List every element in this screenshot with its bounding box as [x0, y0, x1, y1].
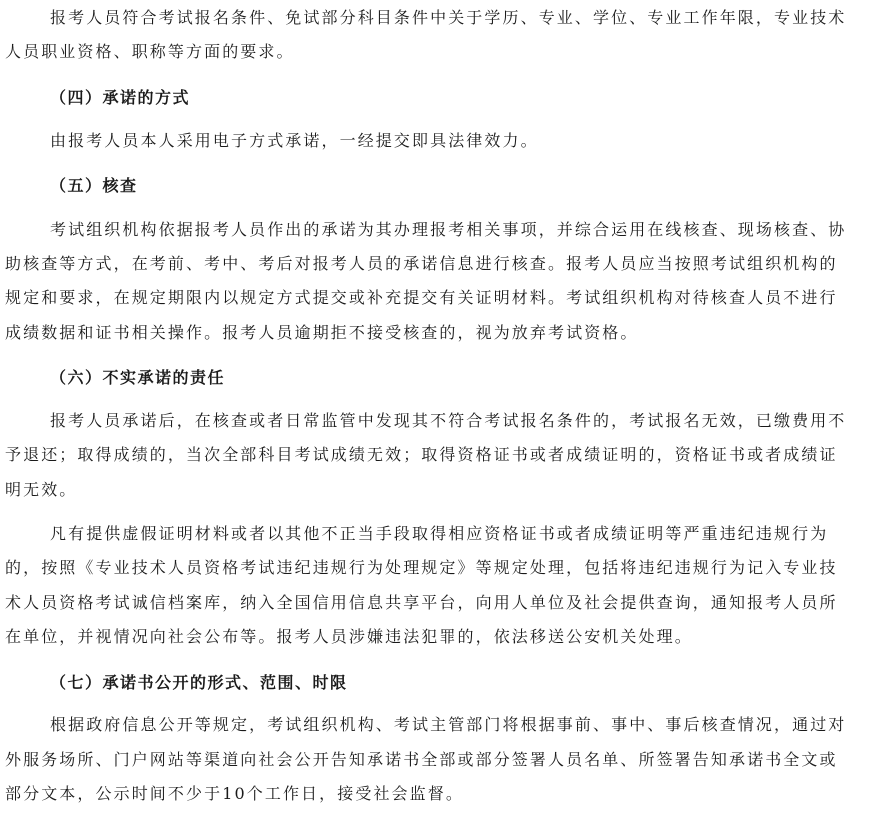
- paragraph-false-promise-b-line-3: 术人员资格考试诚信档案库，纳入全国信用信息共享平台，向用人单位及社会提供查询，通知报考人员所: [5, 593, 838, 612]
- paragraph-false-promise-b-line-2: 的，按照《专业技术人员资格考试违纪违规行为处理规定》等规定处理，包括将违纪违规行为记入专业技: [5, 558, 838, 577]
- paragraph-qualification-line-2: 人员职业资格、职称等方面的要求。: [5, 42, 295, 61]
- paragraph-qualification-line-1: 报考人员符合考试报名条件、免试部分科目条件中关于学历、专业、学位、专业工作年限，专业技术: [50, 8, 847, 27]
- paragraph-false-promise-a-line-2: 予退还；取得成绩的，当次全部科目考试成绩无效；取得资格证书或者成绩证明的，资格证书或者成绩证: [5, 445, 838, 464]
- paragraph-verification-line-1: 考试组织机构依据报考人员作出的承诺为其办理报考相关事项，并综合运用在线核查、现场核查、协: [50, 220, 847, 239]
- paragraph-verification-line-3: 规定和要求，在规定期限内以规定方式提交或补充提交有关证明材料。考试组织机构对待核查人员不进行: [5, 288, 838, 307]
- paragraph-disclosure-line-3: 部分文本，公示时间不少于10个工作日，接受社会监督。: [5, 784, 464, 803]
- paragraph-false-promise-b-line-1: 凡有提供虚假证明材料或者以其他不正当手段取得相应资格证书或者成绩证明等严重违纪违规行为: [50, 524, 829, 543]
- paragraph-disclosure-line-2: 外服务场所、门户网站等渠道向社会公开告知承诺书全部或部分签署人员名单、所签署告知承诺书全文或: [5, 750, 838, 769]
- paragraph-disclosure-line-1: 根据政府信息公开等规定，考试组织机构、考试主管部门将根据事前、事中、事后核查情况，通过对: [50, 715, 847, 734]
- paragraph-false-promise-a-line-1: 报考人员承诺后，在核查或者日常监管中发现其不符合考试报名条件的，考试报名无效，已缴费用不: [50, 411, 847, 430]
- paragraph-promise-method: 由报考人员本人采用电子方式承诺，一经提交即具法律效力。: [50, 131, 539, 150]
- section-heading-disclosure: （七）承诺书公开的形式、范围、时限: [50, 673, 348, 692]
- paragraph-verification-line-2: 助核查等方式，在考前、考中、考后对报考人员的承诺信息进行核查。报考人员应当按照考试组织机构的: [5, 254, 838, 273]
- section-heading-verification: （五）核查: [50, 176, 138, 195]
- paragraph-false-promise-b-line-4: 在单位，并视情况向社会公布等。报考人员涉嫌违法犯罪的，依法移送公安机关处理。: [5, 627, 693, 646]
- paragraph-verification-line-4: 成绩数据和证书相关操作。报考人员逾期拒不接受核查的，视为放弃考试资格。: [5, 323, 639, 342]
- section-heading-false-promise: （六）不实承诺的责任: [50, 368, 226, 387]
- paragraph-false-promise-a-line-3: 明无效。: [5, 480, 78, 499]
- section-heading-promise-method: （四）承诺的方式: [50, 88, 191, 107]
